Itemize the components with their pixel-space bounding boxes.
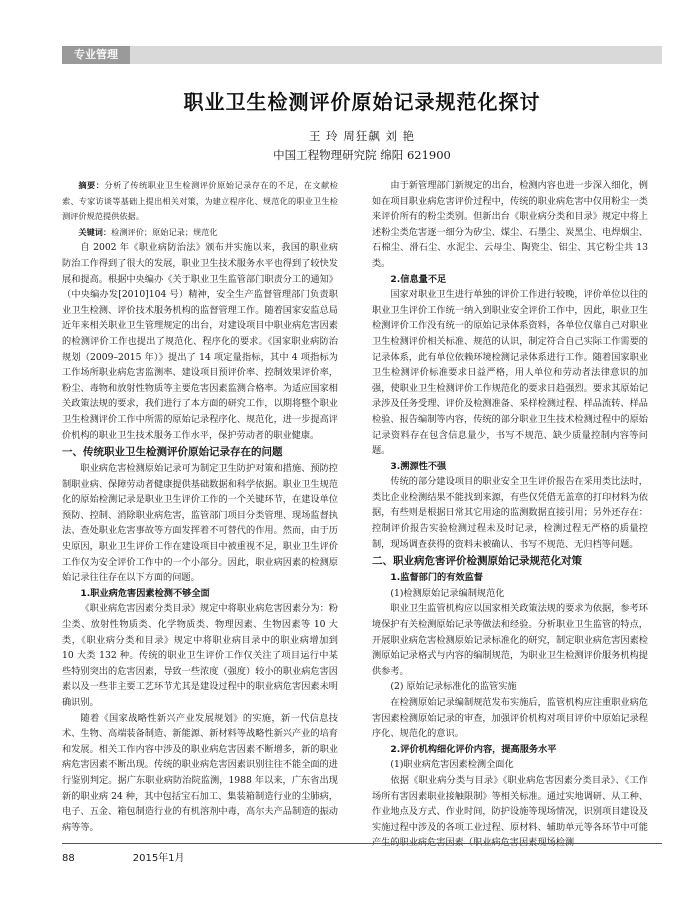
footer: [62, 849, 243, 864]
abstract: [62, 178, 338, 225]
issue-date: 2015年1月: [132, 853, 185, 864]
footer-divider: [62, 843, 662, 844]
item-2-1-2: (2) 原始记录标准化的监管实施: [390, 681, 517, 693]
s2-sub1-paragraph-1: 职业卫生监管机构应以国家相关政策法规的要求为依据，参考环境保护有关检测原始记录等做法和经验。分析职业卫生监管的特点，开展职业病危害检测原始记录标准化的研究，制定职业病危害因素检测原始记录格式与内容的编制规范，为职业卫生检测评价服务机构提供参考。: [372, 603, 648, 677]
item-2-2-1: (1)职业病危害因素检测全面化: [390, 759, 514, 771]
left-column: [62, 178, 338, 835]
abstract-label: 摘要：: [78, 180, 105, 190]
abstract-text: 分析了传统职业卫生检测评价原始记录存在的不足，在文献检索、专家访谈等基础上提出相关对策，为建立程序化、规范化的职业卫生检测评价规范提供依据。: [62, 180, 338, 222]
sub3-paragraph: 传统的部分建设项目的职业安全卫生评价报告在采用类比法时，类比企业检测结果不能找到来源，有些仅凭借无盖章的打印材料为依据，有些则是根据日常其它用途的监测数据直接引用；另外还存在：控制评价报告实验检测过程未及时记录，检测过程无严格的质量控制，现场调查获得的资料未被确认、书写不规范、无归档等问题。: [372, 476, 648, 550]
intro-paragraph: 自 2002 年《职业病防治法》颁布并实施以来，我国的职业病防治工作得到了很大的发展，职业卫生技术服务水平也得到了较快发展和提高。根据中央编办《关于职业卫生监管部门职责分工的通知》（中央编办发[2010]104 号）精神，安全生产监督管理部门负责职业卫生检测、评价技术服务机构的监督管理工作。随着国家安监总局近年来相关职业卫生管理规定的出台，对建设项目中职业病危害因素的检测评价工作也提出了规范化、程序化的要求。《国家职业病防治规划（2009–2015 年）》提出了 14 项定量指标，其中 4 项指标为工作场所职业病危害监测率、建设项目预评价率、控制效果评价率，粉尘、毒物和放射性物质等主要危害因素监测合格率。为适应国家相关政策法规的要求，我们进行了本方面的研究工作，以期将整个职业卫生检测评价工作中所需的原始记录程序化、规范化，进一步提高评价机构的职业卫生技术服务工作水平，保护劳动者的职业健康。: [62, 242, 338, 441]
right-column: [372, 178, 648, 851]
s2-sub1-paragraph-2: 在检测原始记录编制规范发布实施后，监管机构应注重职业病危害因素检测原始记录的审查，加强评价机构对项目评价中原始记录程序化、规范化的意识。: [372, 697, 648, 740]
sub1-paragraph-1: 《职业病危害因素分类目录》规定中将职业病危害因素分为：粉尘类、放射性物质类、化学物质类、物理因素、生物因素等 10 大类，《职业病分类和目录》规定中将职业病目录中的职业病增加到 10 大类 132 种。传统的职业卫生评价工作仅关注了项目运行中某些特别突出的危害因素，导致一些浓度（强度）较小的职业病危害因素以及一些非主要工艺环节尤其是建设过程中的职业病危害因素未明确识别。: [62, 603, 338, 708]
subheading-2-1: 1.监督部门的有效监督: [390, 572, 483, 584]
s2-sub2-paragraph-1: 依据《职业病分类与目录》《职业病危害因素分类目录》、《工作场所有害因素职业接触限制》等相关标准。通过实地调研、从工种、作业地点及方式、作业时间，防护设施等现场情况，识别项目建设及实施过程中涉及的各项工业过程、原材料、辅助单元等各环节中可能产生的职业病危害因素（职业病危害因素现场检测: [372, 774, 648, 849]
subheading-1-2: 2.信息量不足: [390, 273, 447, 285]
sub1-paragraph-2: 随着《国家战略性新兴产业发展规划》的实施，新一代信息技术、生物、高端装备制造、新能源、新材料等战略性新兴产业的培育和发展。相关工作内容中涉及的职业病危害因素不断增多，新的职业病危害因素不断出现。传统的职业病危害因素识别往往不能全面的进行鉴别判定。据广东职业病防治院监测，1988 年以来，广东省出现新的职业病 24 种，其中包括宝石加工、集装箱制造行业的尘肺病，电子、五金、箱包制造行业的有机溶剂中毒，高尔夫产品制造的振动病等等。: [62, 712, 338, 833]
right-paragraph-1: 由于新管理部门新规定的出台，检测内容也进一步深入细化，例如在项目职业病危害评价过程中，传统的职业病危害中仅用粉尘一类来评价所有的粉尘类别。但新出台《职业病分类和目录》规定中将上述粉尘类危害逐一细分为矽尘、煤尘、石墨尘、炭黑尘、电焊烟尘、石棉尘、滑石尘、水泥尘、云母尘、陶瓷尘、铝尘、其它粉尘共 13 类。: [372, 180, 648, 269]
article-title: 职业卫生检测评价原始记录规范化探讨: [183, 90, 541, 114]
section1-paragraph: 职业病危害检测原始记录可为制定卫生防护对策和措施、预防控制职业病、保障劳动者健康提供基础数据和科学依据。职业卫生规范化的原始检测记录是职业卫生评价工作的一个关键环节，在建设单位预防、控制、消除职业病危害，监管部门项目分类管理、现场监督执法、查处职业危害事故等方面发挥着不可替代的作用。然而，由于历史原因，职业卫生评价工作在建设项目中被重视不足，职业卫生评价工作仅为安全评价工作中的一个小部分。因此，职业病因素的检测原始记录往往存在以下方面的问题。: [62, 463, 338, 584]
affiliation: 中国工程物理研究院 绵阳 621900: [273, 148, 451, 162]
keywords: [62, 225, 338, 241]
page-number: 88: [62, 853, 75, 864]
subheading-2-2: 2.评价机构细化评价内容，提高服务水平: [390, 743, 557, 755]
subheading-1-3: 3.溯源性不强: [390, 460, 447, 472]
section-heading-2: 二、职业病危害评价检测原始记录规范化对策: [372, 555, 582, 568]
keywords-label: 关键词：: [78, 226, 112, 237]
item-2-1-1: (1)检测原始记录编制规范化: [390, 587, 505, 599]
authors: 王 玲 周狂飙 刘 艳: [308, 129, 416, 143]
keywords-text: 检测评价；原始记录；规范化: [111, 226, 218, 237]
section-heading-1: 一、传统职业卫生检测评价原始记录存在的问题: [62, 446, 283, 459]
sub2-paragraph: 国家对职业卫生进行单独的评价工作进行较晚，评价单位以往的职业卫生评价工作统一纳入到职业安全评价工作中，因此，职业卫生检测评价工作没有统一的原始记录体系资料，各单位仅靠自己对职业卫生检测评价相关标准、规范的认识，制定符合自己实际工作需要的记录体系，此有单位依赖环境检测记录体系进行工作。随着国家职业卫生检测评价标准要求日益严格，用人单位和劳动者法律意识的加强，使职业卫生检测评价工作规范化的要求日趋强烈。要求其原始记录涉及任务受理、评价及检测准备、采样检测过程、样品流转、样品检验、报告编制等内容，传统的部分职业卫生技术检测过程中的原始记录资料存在包含信息量少，书写不规范、缺少质量控制内容等问题。: [372, 289, 648, 457]
subheading-1-1: 1.职业病危害因素检测不够全面: [80, 587, 210, 599]
section-tag: 专业管理: [62, 46, 130, 64]
header-bar: [62, 46, 662, 64]
